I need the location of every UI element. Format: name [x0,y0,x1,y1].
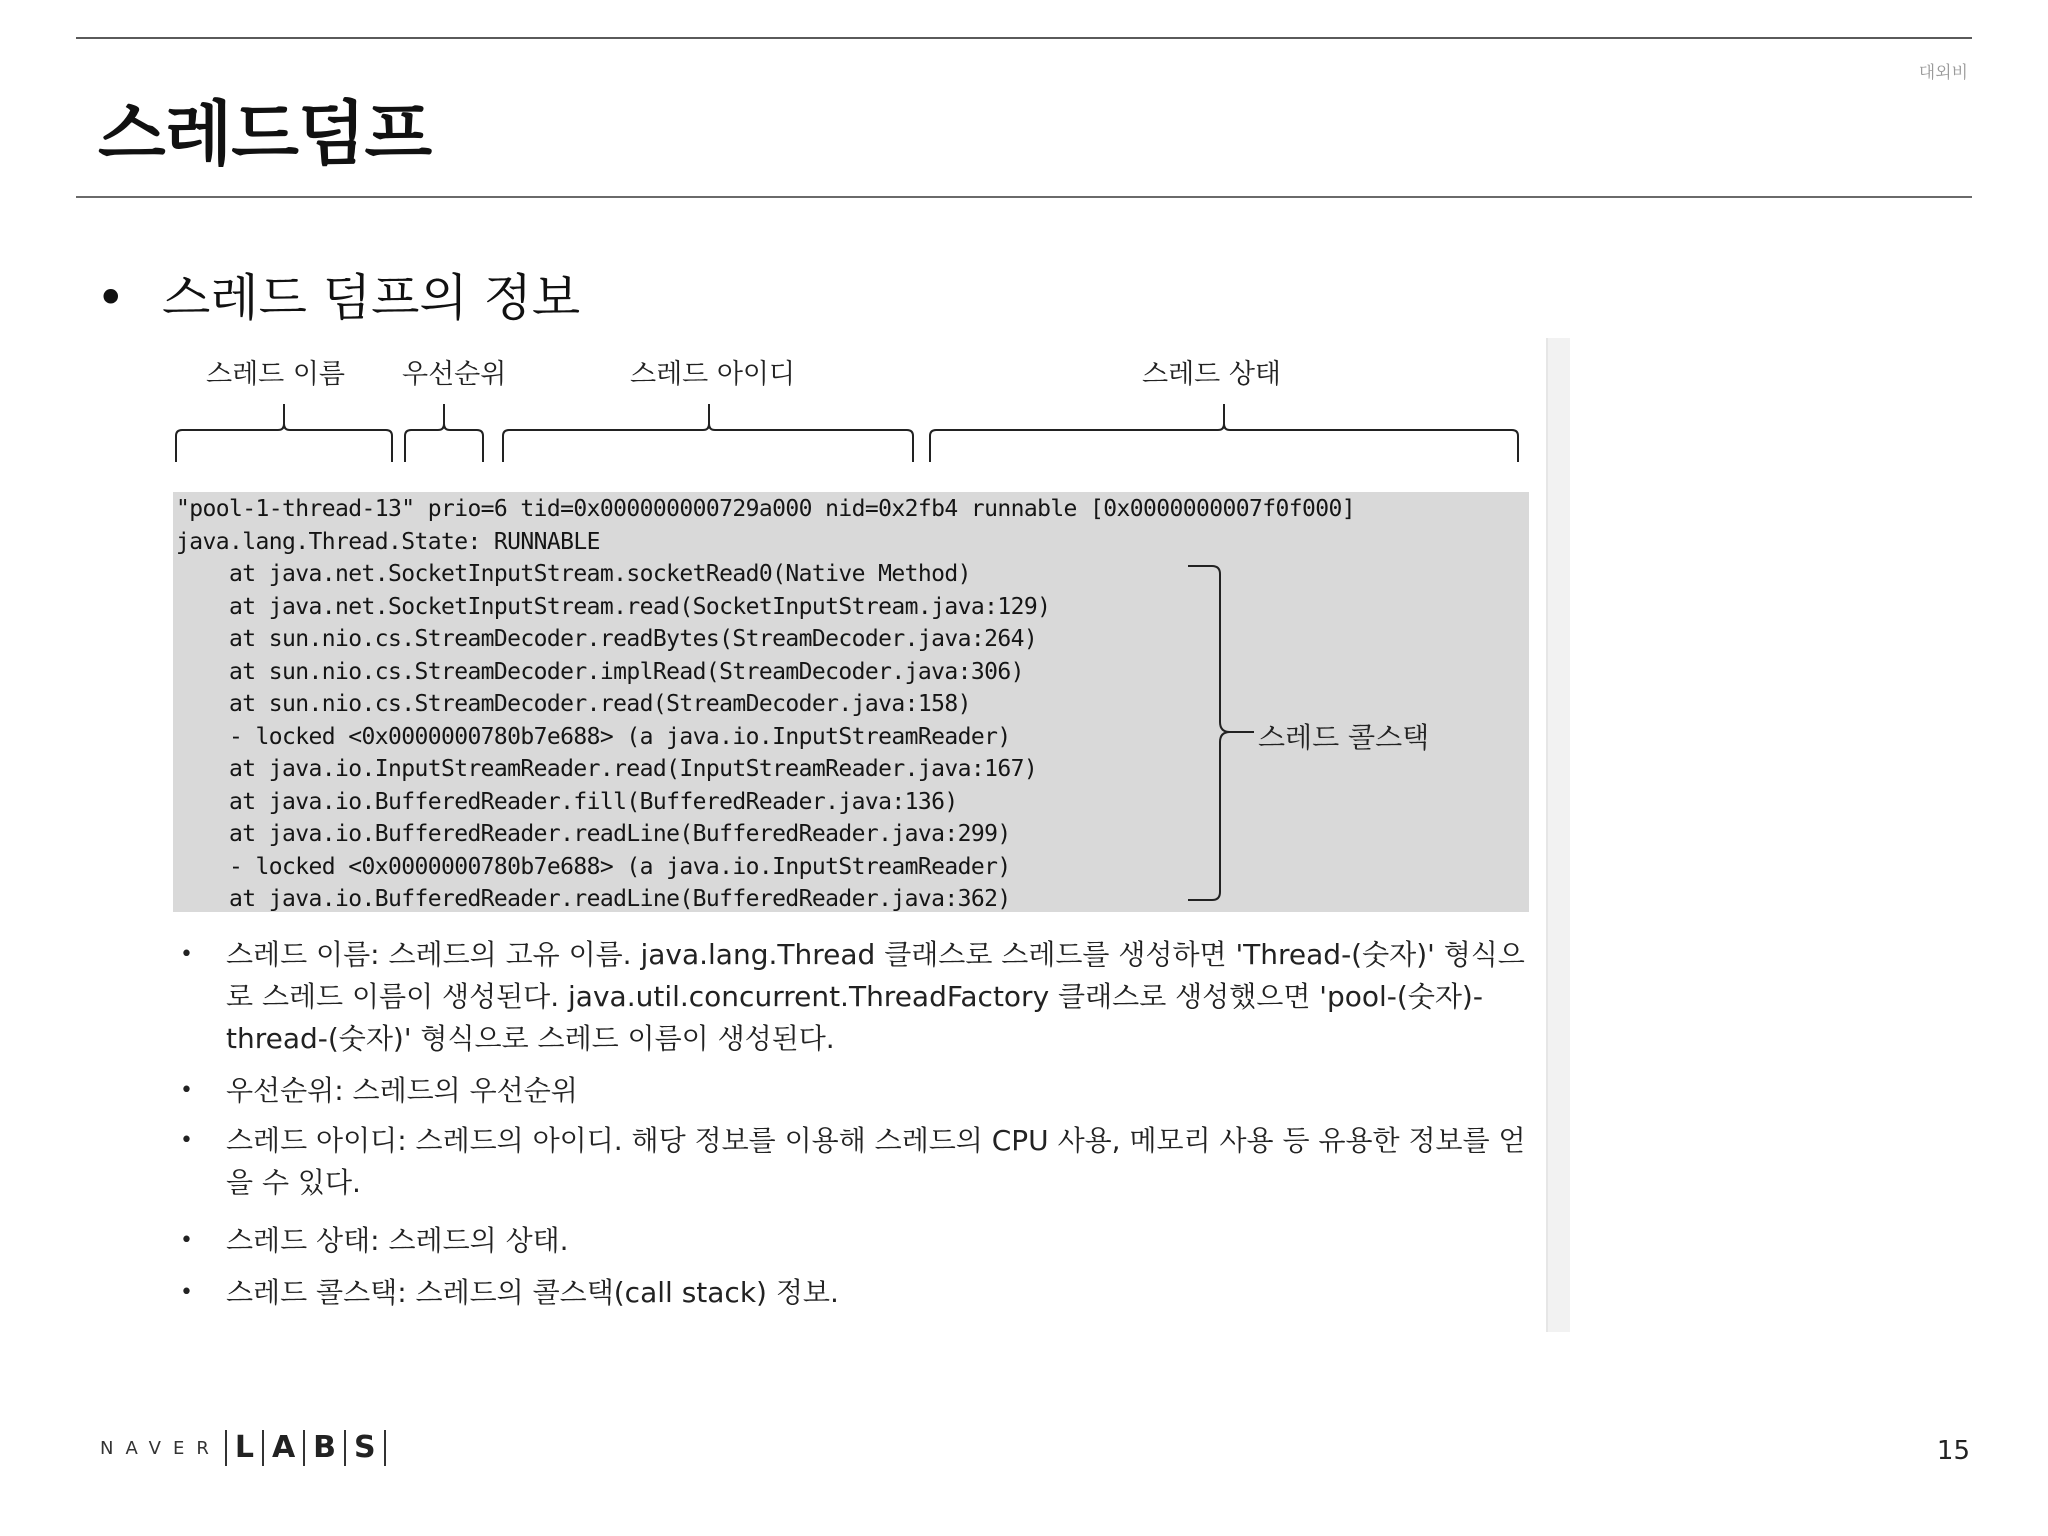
code-line: at java.io.BufferedReader.readLine(BufferedReader.java:362) [176,886,1011,912]
label-thread-id: 스레드 아이디 [630,359,796,390]
code-line: at sun.nio.cs.StreamDecoder.readBytes(StreamDecoder.java:264) [176,626,1038,652]
description-text: 스레드 이름: 스레드의 고유 이름. java.lang.Thread 클래스로 스레드를 생성하면 'Thread-(숫자)' 형식으로 스레드 이름이 생성된다. java.util.concurrent.ThreadFactory 클래스로 생성했으면 'pool-(숫자)-thread-(숫자)' 형식으로 스레드 이름이 생성된다. [226,938,1525,1055]
label-thread-name: 스레드 이름 [206,359,345,390]
bullet-dot: • [180,1280,193,1305]
description-text: 스레드 콜스택: 스레드의 콜스택(call stack) 정보. [226,1276,839,1309]
bullet-dot: • [180,1228,193,1253]
label-call-stack: 스레드 콜스택 [1258,721,1430,754]
naver-labs-logo [100,1430,386,1466]
page-number: 15 [1936,1436,1970,1466]
slide-title: 스레드덤프 [98,93,432,175]
classification-label: 대외비 [1918,63,1968,83]
description-text: 스레드 상태: 스레드의 상태. [226,1224,569,1257]
code-line: - locked <0x0000000780b7e688> (a java.io.InputStreamReader) [176,723,1011,750]
code-line: - locked <0x0000000780b7e688> (a java.io.InputStreamReader) [176,853,1011,880]
main-bullet-text: 스레드 덤프의 정보 [162,269,581,327]
title-rule [76,196,1972,198]
label-thread-state: 스레드 상태 [1142,359,1281,390]
code-line: at java.net.SocketInputStream.read(SocketInputStream.java:129) [176,593,1051,620]
logo-letter: S [344,1430,386,1466]
logo-letter: B [303,1430,344,1466]
logo-letter: L [225,1430,262,1466]
logo-letter: A [262,1430,303,1466]
bullet-dot: • [180,1128,193,1153]
code-line: at sun.nio.cs.StreamDecoder.implRead(StreamDecoder.java:306) [176,658,1024,685]
logo-labs-letters [225,1430,386,1466]
code-line: at sun.nio.cs.StreamDecoder.read(StreamDecoder.java:158) [176,691,971,717]
bullet-dot: • [180,1078,193,1103]
description-text: 스레드 아이디: 스레드의 아이디. 해당 정보를 이용해 스레드의 CPU 사용, 메모리 사용 등 유용한 정보를 얻을 수 있다. [226,1124,1526,1199]
label-priority: 우선순위 [402,359,507,390]
figure-edge [1546,338,1570,1332]
code-line: at java.net.SocketInputStream.socketRead0(Native Method) [176,561,971,587]
main-bullet [96,258,580,330]
code-line: at java.io.BufferedReader.readLine(BufferedReader.java:299) [176,821,1011,847]
description-text: 우선순위: 스레드의 우선순위 [226,1074,578,1107]
bullet-dot: • [180,942,193,967]
top-rule [76,37,1972,39]
code-line: at java.io.BufferedReader.fill(BufferedReader.java:136) [176,788,958,815]
code-line: at java.io.InputStreamReader.read(InputStreamReader.java:167) [176,756,1038,782]
bullet-dot: • [96,269,126,327]
logo-naver-text: NAVER [100,1437,221,1459]
code-line: java.lang.Thread.State: RUNNABLE [176,528,600,555]
code-line: "pool-1-thread-13" prio=6 tid=0x000000000729a000 nid=0x2fb4 runnable [0x0000000007f0f000] [176,496,1355,522]
